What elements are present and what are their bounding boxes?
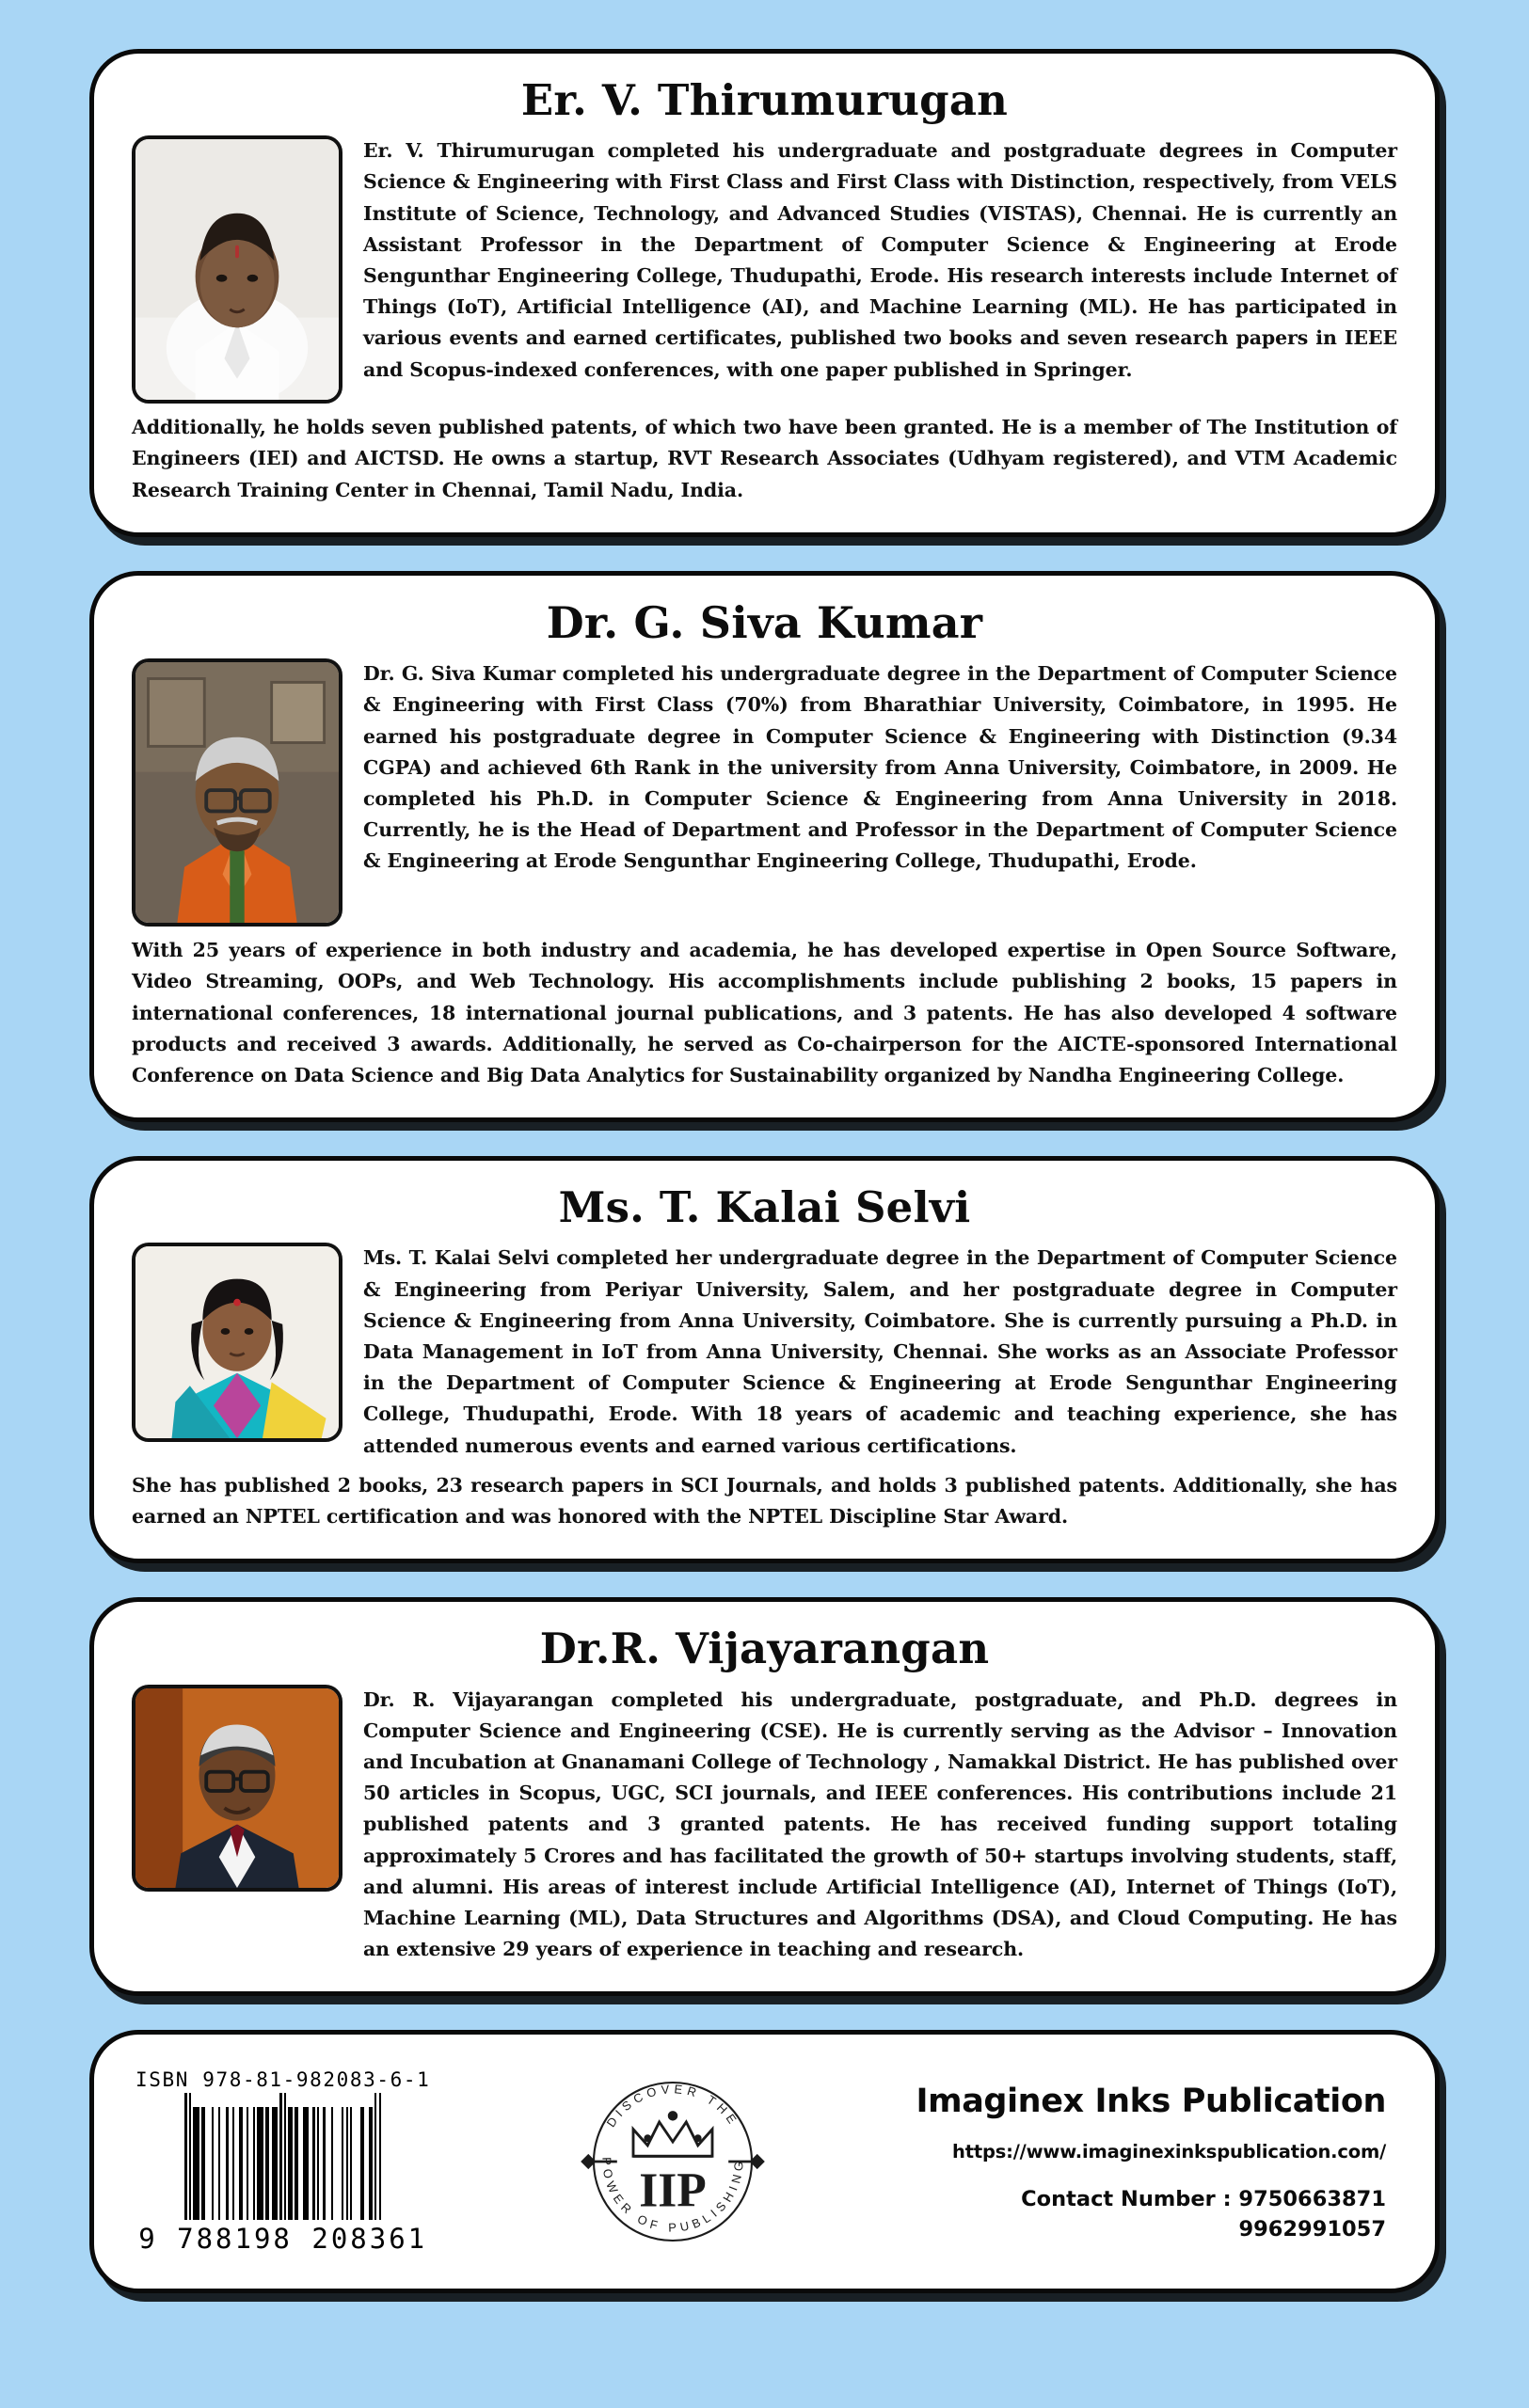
logo-top-text: DISCOVER THE [603,2082,742,2131]
publisher-footer [89,2030,1440,2293]
publisher-logo [569,2058,776,2265]
author-name-heading: Dr. G. Siva Kumar [546,596,983,648]
author-bio-body [132,135,1397,404]
author-photo [132,1685,342,1892]
author-bio-paragraph-1: Er. V. Thirumurugan completed his undergraduate and postgraduate degrees in Computer Science & Engineering with First Class and First Class with Distinction, respectively, from VELS Institute of Science, Technology, and Advanced Studies (VISTAS), Chennai. He is currently an Assistant Professor in the Department of Computer Science & Engineering at Erode Sengunthar Engineering College, Thudupathi, Erode. His research interests include Internet of Things (IoT), Artificial Intelligence (AI), and Machine Learning (ML). He has participated in various events and earned certificates, published two books and seven research papers in IEEE and Scopus-indexed conferences, with one paper published in Springer. [363,139,1397,381]
barcode-bar [379,2093,381,2220]
isbn-barcode [184,2093,380,2220]
logo-monogram: IIP [639,2164,708,2219]
author-bio-body [132,658,1397,927]
author-photo [132,658,342,927]
author-name-heading: Dr.R. Vijayarangan [539,1624,990,1674]
author-card-vijayarangan [89,1597,1440,1996]
barcode-bar [352,2107,360,2220]
barcode-digits: 9 788198 208361 [138,2223,428,2256]
barcode-bar [193,2107,199,2220]
author-name-heading: Ms. T. Kalai Selvi [558,1182,971,1233]
publisher-website-link[interactable]: https://www.imaginexinkspublication.com/ [952,2140,1386,2162]
barcode-bar [257,2107,263,2220]
barcode-bar [333,2107,342,2220]
author-photo [132,1243,342,1442]
author-bio-paragraph-1: Dr. R. Vijayarangan completed his undergraduate, postgraduate, and Ph.D. degrees in Computer Science and Engineering (CSE). He is currently serving as the Advisor – Innovation and Incubation at Gnanamani College of Technology , Namakkal District. He has published over 50 articles in Scopus, UGC, SCI journals, and IEEE conferences. His contributions include 21 published patents and 3 granted patents. He has received funding support totaling approximately 5 Crores and has facilitated the growth of 50+ startups involving students, staff, and alumni. His areas of interest include Artificial Intelligence (AI), Internet of Things (IoT), Machine Learning (ML), Data Structures and Algorithms (DSA), and Cloud Computing. He has an extensive 29 years of experience in teaching and research. [363,1687,1397,1961]
author-bio-paragraph-2: She has published 2 books, 23 research papers in SCI Journals, and holds 3 published patents. Additionally, she has earned an NPTEL certification and was honored with the NPTEL Discipline Star Award. [132,1473,1397,1529]
logo-bottom-text: POWER OF PUBLISHING [599,2157,747,2235]
barcode-bar [272,2107,279,2220]
publisher-info [916,2083,1394,2242]
author-card-kalai-selvi [89,1156,1440,1563]
author-photo [132,135,342,404]
author-bio-paragraph-2: Additionally, he holds seven published patents, of which two have been granted. He is a member of The Institution of Engineers (IEI) and AICTSD. He owns a startup, RVT Research Associates (Udhyam registered), and VTM Academic Research Training Center in Chennai, Tamil Nadu, India. [132,416,1397,501]
crown-icon [633,2113,712,2157]
author-bio-paragraph-1: Dr. G. Siva Kumar completed his undergraduate degree in the Department of Computer Science & Engineering with First Class (70%) from Bharathiar University, Coimbatore, in 1995. He earned his postgraduate degree in Computer Science & Engineering with Distinction (9.34 CGPA) and achieved 6th Rank in the university from Anna University, Coimbatore, in 2009. He completed his Ph.D. in Computer Science & Engineering from Anna University in 2018. Currently, he is the Head of Department and Professor in the Department of Computer Science & Engineering at Erode Sengunthar Engineering College, Thudupathi, Erode. [363,662,1397,873]
author-name-heading: Er. V. Thirumurugan [520,75,1009,125]
publisher-name: Imaginex Inks Publication [916,2082,1386,2120]
barcode-bar [205,2107,212,2220]
isbn-label: ISBN 978-81-982083-6-1 [135,2068,431,2092]
author-bio-body [132,1243,1397,1461]
author-bio-paragraph-1: Ms. T. Kalai Selvi completed her undergraduate degree in the Department of Computer Science & Engineering from Periyar University, Salem, and her postgraduate degree in Computer Science & Engineering from Anna University, Coimbatore. She is currently pursuing a Ph.D. in Data Management in IoT from Anna University, Chennai. She works as an Associate Professor in the Department of Computer Science & Engineering at Erode Sengunthar Engineering College, Thudupathi, Erode. With 18 years of academic and teaching experience, she has attended numerous events and earned various certifications. [363,1246,1397,1457]
barcode-bar [303,2107,310,2220]
author-bio-body [132,1685,1397,1966]
barcode-bar [326,2107,332,2220]
author-bio-paragraph-2: With 25 years of experience in both industry and academia, he has developed expertise in Open Source Software, Video Streaming, OOPs, and Web Technology. His accomplishments include publishing 2 books, 15 papers in international conferences, 18 international journal publications, and 3 patents. He has also developed 4 software products and received 3 awards. Additionally, he served as Co-chairperson for the AICTE-sponsored International Conference on Data Science and Big Data Analytics for Sustainability organized by Nandha Engineering College. [132,939,1397,1086]
author-card-siva-kumar [89,571,1440,1122]
isbn-barcode-block [135,2068,430,2255]
author-card-thirumurugan [89,49,1440,537]
publisher-contact-secondary: 9962991057 [1238,2216,1386,2242]
publisher-contact-primary: Contact Number : 9750663871 [1021,2186,1386,2211]
svg-text:DISCOVER THE [604,2083,742,2131]
barcode-bar [220,2107,227,2220]
